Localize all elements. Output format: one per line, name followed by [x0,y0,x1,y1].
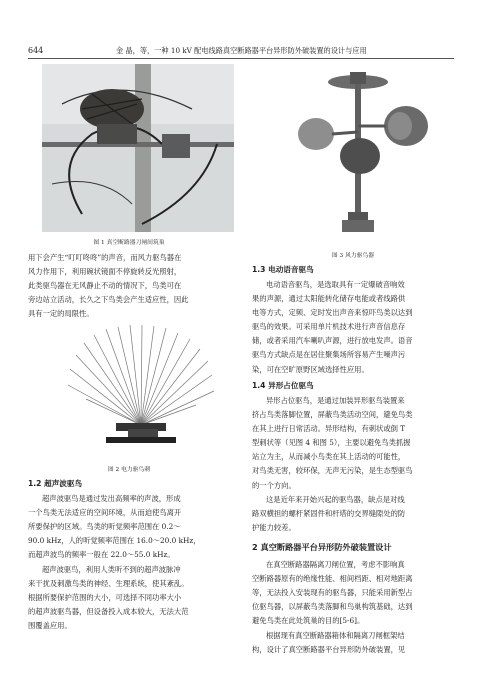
right-paragraph-2: 异形占位驱鸟，是通过加装异形驱鸟装置来 挤占鸟类落脚位置，屏蔽鸟类活动空间，避免鸟类 在其上进行日常活动。异形结构，有刺状或倒 T 型刺状等（见图 4 和图 5），主要以避免鸟类抓握 站立为主，从而减小鸟类在其上活动的可能性， 对鸟类无害，较环保，无声无污染，是生态型驱鸟 的一个方向。 [252,396,413,490]
section-1-2-heading: 1.2 超声波驱鸟 [28,479,83,488]
right-paragraph-5: 根据现有真空断路器箱体和隔离刀闸框架结 构，设计了真空断路器平台异形防外破装置，见 [252,631,406,655]
running-title: 金 晶，等，一种 10 kV 配电线路真空断路器平台异形防外破装置的设计与应用 [116,46,367,55]
figure-1-photo [42,64,234,232]
right-paragraph-3: 这是近年来开始兴起的驱鸟器，缺点是对线 路双横担的螺杆紧固件和杆塔的交界缝隙处的防 护能力较差。 [252,495,406,533]
left-paragraph-2: 超声波驱鸟是通过发出高频率的声波，形成 一个鸟类无法适应的空间环境，从而迫使鸟离开 所要保护的区域。鸟类的听觉频率范围在 0.2～ 90.0 kHz，人的听觉频率范围在 16.0～20.0 kHz， 而超声波鸟的频率一般在 22.0～55.0 kHz。 [28,494,201,560]
section-1-3-heading: 1.3 电动语音驱鸟 [252,265,314,274]
section-2-heading: 2 真空断路器平台异形防外破装置设计 [252,542,392,552]
figure-1-caption: 图 1 真空断路器刀闸间筑巢 [93,240,165,246]
page-number: 644 [28,46,44,55]
figure-3-caption: 图 3 风力驱鸟器 [331,253,375,259]
right-paragraph-1: 电动语音驱鸟，是选取具有一定爆破音响效 果的声源，通过太阳能转化储存电能或者线路供 电等方式，定频、定时发出声音来惊吓鸟类以达到 驱鸟的效果。可采用单片机技术进行声音信息存 储，或者采用汽车喇叭声源，进行放电发声。语音 驱鸟方式缺点是在居住聚集场所容易产生噪声污 染，可在空旷原野区域选择性应用。 [252,280,413,374]
left-paragraph-1: 用下会产生“叮叮咚咚”的声音，而风力驱鸟器在 风力作用下，利用碗状镜面不停旋转反光照射， 此类驱鸟器在无风静止不动的情况下，鸟类可在 旁边站立活动，长久之下鸟类会产生适应性，因此 具有一定的局限性。 [28,253,189,319]
right-paragraph-4: 在真空断路器隔离刀闸位置，考虑不影响真 空断路器原有的绝缘性能、相间档距、相对地距离 等，无法投入安装现有的驱鸟器，只能采用新型占 位驱鸟器，以屏蔽鸟类落脚和鸟巢构筑基础，达到 避免鸟类在此处筑巢的目的[5-6]。 [252,560,413,626]
running-header [28,44,454,59]
figure-2-caption: 图 2 电力驱鸟刺 [107,467,151,473]
left-paragraph-3: 超声波驱鸟，利用人类听不到的超声波脉冲 来干扰及刺激鸟类的神经、生理系统，使其紊乱。 根据所要保护范围的大小，可选择不同功率大小 的超声波驱鸟器，但设备投入成本较大，无法大范 围覆盖应用。 [28,565,189,631]
section-1-4-heading: 1.4 异形占位驱鸟 [252,381,314,390]
figure-3-photo [266,64,442,244]
figure-2-photo [66,325,216,453]
